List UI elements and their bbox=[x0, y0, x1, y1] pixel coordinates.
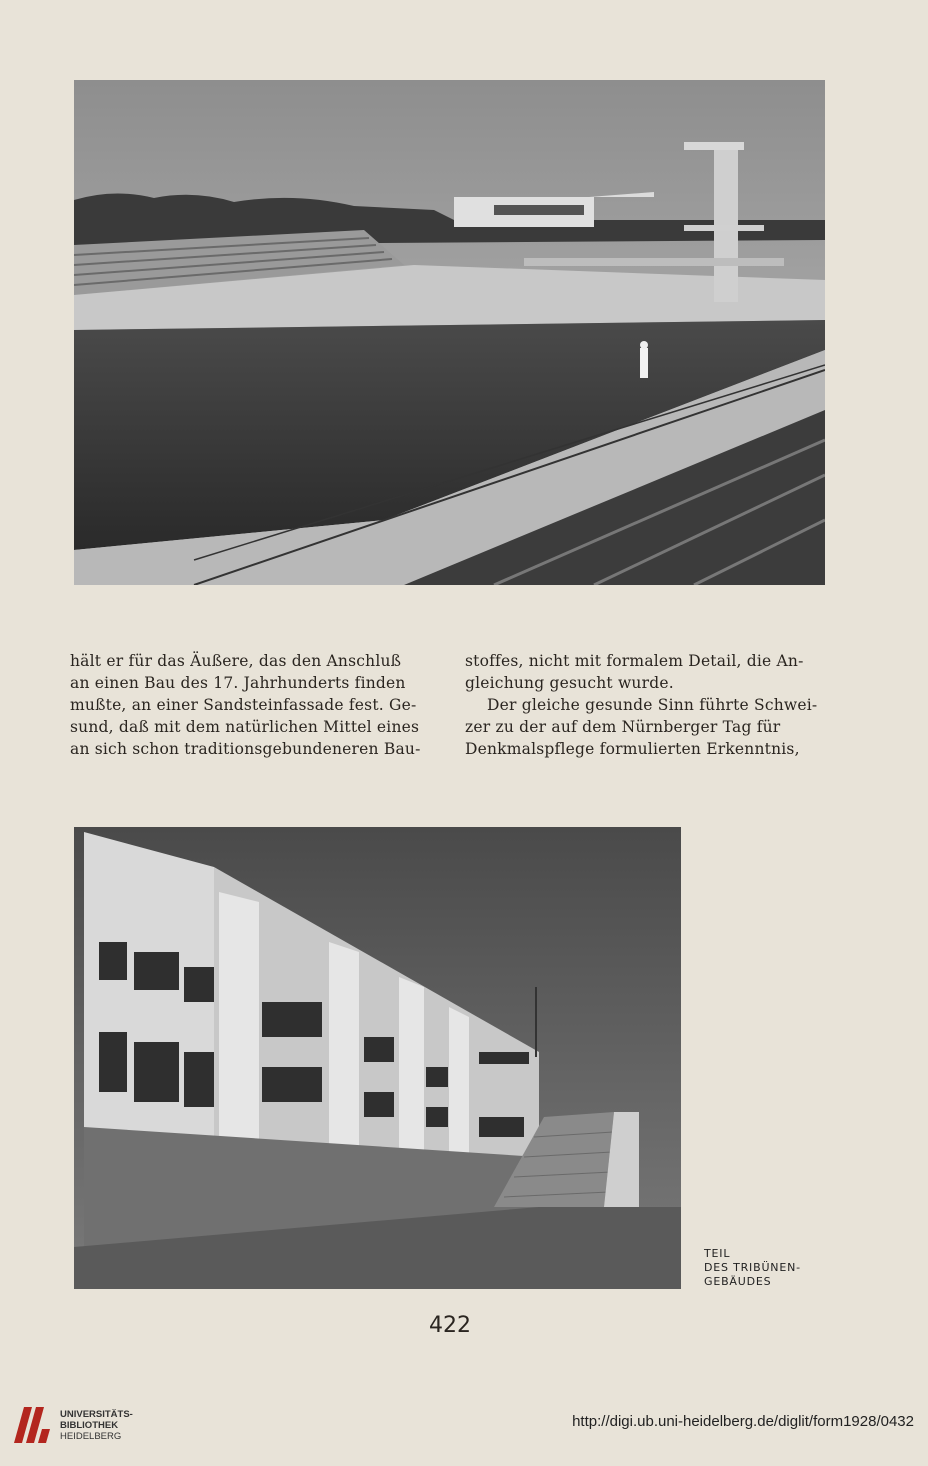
source-url-link[interactable]: http://digi.ub.uni-heidelberg.de/diglit/form1928/0432 bbox=[572, 1413, 914, 1430]
photo-caption bbox=[704, 1247, 801, 1289]
library-logo[interactable] bbox=[12, 1405, 133, 1445]
caption-line: TEIL bbox=[704, 1247, 731, 1260]
text-line: stoffes, nicht mit formalem Detail, die An- bbox=[465, 652, 804, 670]
text-line: sund, daß mit dem natürlichen Mittel eines bbox=[70, 718, 420, 736]
article-column-right bbox=[465, 650, 827, 760]
library-logo-icon bbox=[12, 1405, 52, 1445]
text-line: an sich schon traditionsgebundeneren Bau- bbox=[70, 740, 421, 758]
photo-grandstand-building bbox=[74, 827, 681, 1289]
photo-swimming-pool bbox=[74, 80, 825, 585]
logo-line: HEIDELBERG bbox=[60, 1430, 122, 1442]
article-column-left bbox=[70, 650, 432, 760]
text-line: Der gleiche gesunde Sinn führte Schwei- bbox=[487, 696, 818, 714]
library-logo-text bbox=[60, 1409, 133, 1442]
text-line: an einen Bau des 17. Jahrhunderts finden bbox=[70, 674, 406, 692]
text-line: hält er für das Äußere, das den Anschluß bbox=[70, 652, 402, 670]
caption-line: GEBÄUDES bbox=[704, 1275, 772, 1288]
text-line: mußte, an einer Sandsteinfassade fest. Ge- bbox=[70, 696, 417, 714]
text-line: zer zu der auf dem Nürnberger Tag für bbox=[465, 718, 781, 736]
page-number: 422 bbox=[429, 1313, 471, 1338]
text-line: Denkmalspflege formulierten Erkenntnis, bbox=[465, 740, 800, 758]
logo-line: BIBLIOTHEK bbox=[60, 1419, 119, 1431]
text-line: gleichung gesucht wurde. bbox=[465, 674, 674, 692]
caption-line: DES TRIBÜNEN- bbox=[704, 1261, 801, 1274]
logo-line: UNIVERSITÄTS- bbox=[60, 1408, 133, 1420]
